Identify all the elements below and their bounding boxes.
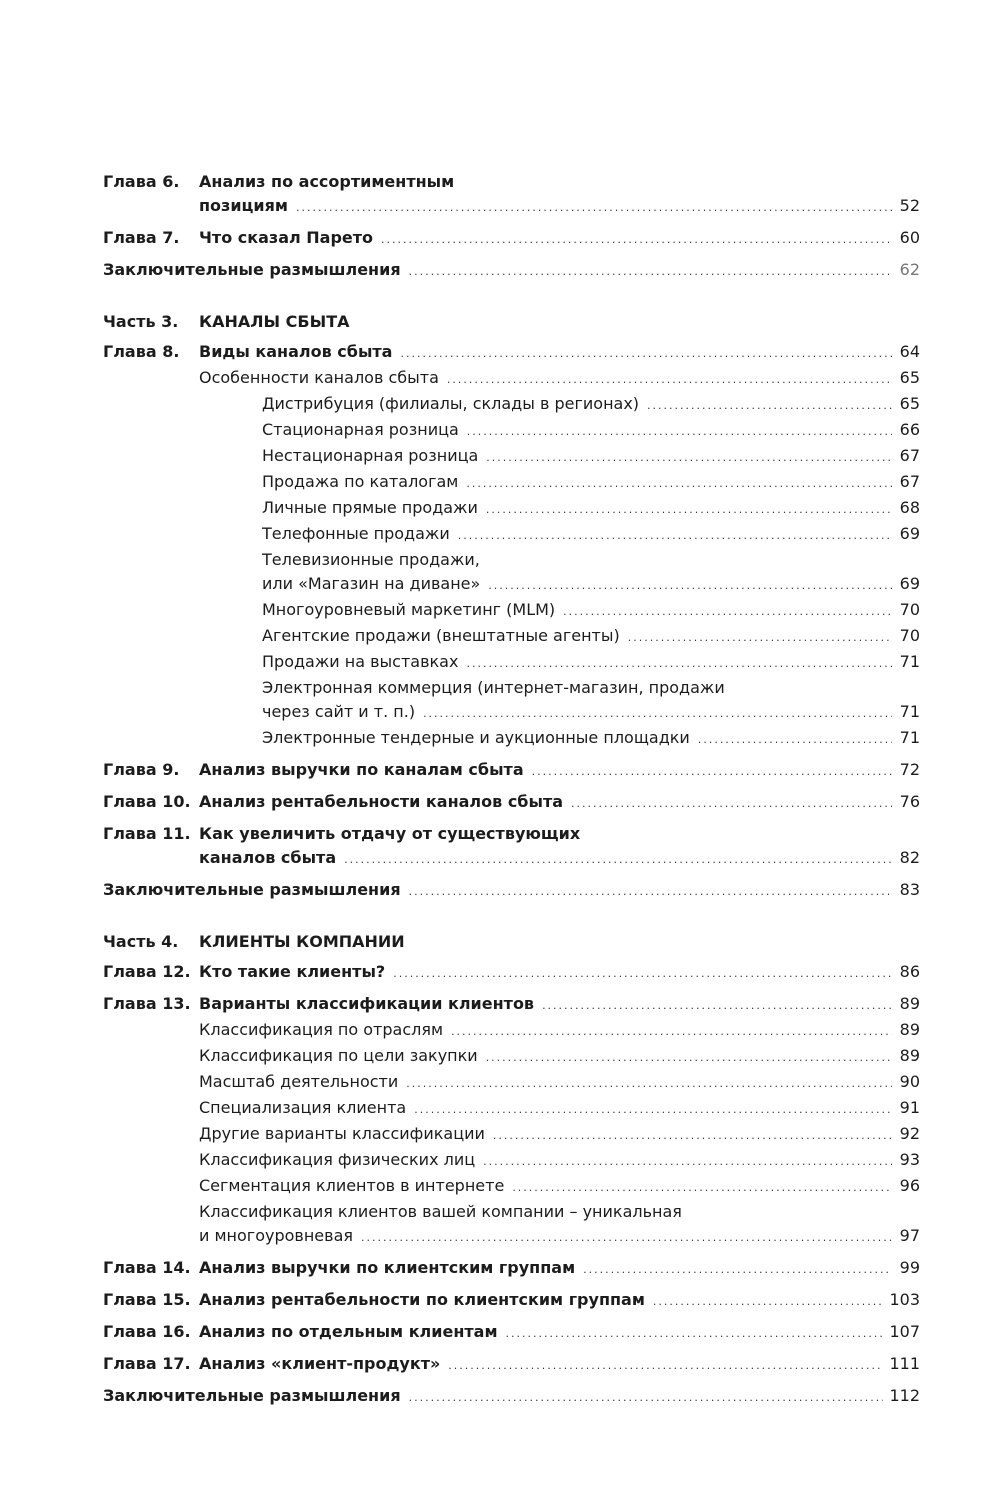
table-of-contents xyxy=(103,170,920,1410)
page-number: 67 xyxy=(899,472,920,491)
chapter-label: Глава 6. xyxy=(103,172,180,191)
dot-leader xyxy=(653,1290,884,1314)
toc-subsection[interactable] xyxy=(103,522,920,548)
toc-section[interactable] xyxy=(103,1096,920,1122)
dot-leader xyxy=(414,1098,892,1122)
part-title: КАНАЛЫ СБЫТА xyxy=(199,312,350,331)
chapter-title: Что сказал Парето xyxy=(199,228,374,247)
dot-leader xyxy=(344,848,892,872)
toc-entry-conclusion-part-4[interactable] xyxy=(103,1384,920,1410)
page-number: 97 xyxy=(899,1226,920,1245)
toc-subsection[interactable] xyxy=(103,392,920,418)
dot-leader xyxy=(409,880,892,904)
toc-subsection[interactable] xyxy=(103,624,920,650)
toc-subsection[interactable] xyxy=(103,496,920,522)
section-title: Личные прямые продажи xyxy=(262,498,478,517)
chapter-title: Анализ выручки по каналам сбыта xyxy=(199,760,524,779)
page-number: 76 xyxy=(899,792,920,811)
section-title: Классификация по отраслям xyxy=(199,1020,444,1039)
page-number: 92 xyxy=(899,1124,920,1143)
toc-subsection[interactable] xyxy=(103,598,920,624)
section-title: Телевизионные продажи, xyxy=(262,550,480,569)
dot-leader xyxy=(448,1354,883,1378)
dot-leader xyxy=(532,760,892,784)
page-number: 72 xyxy=(899,760,920,779)
dot-leader xyxy=(409,260,892,284)
dot-leader xyxy=(406,1072,892,1096)
page-number: 93 xyxy=(899,1150,920,1169)
page-number: 70 xyxy=(899,626,920,645)
chapter-label: Глава 16. xyxy=(103,1322,191,1341)
dot-leader xyxy=(447,368,892,392)
toc-subsection[interactable] xyxy=(103,470,920,496)
toc-section[interactable] xyxy=(103,1070,920,1096)
toc-section[interactable] xyxy=(103,1018,920,1044)
chapter-title: Анализ выручки по клиентским группам xyxy=(199,1258,576,1277)
page-number: 96 xyxy=(899,1176,920,1195)
section-title: Дистрибуция (филиалы, склады в регионах) xyxy=(262,394,640,413)
toc-entry-chapter-11[interactable] xyxy=(103,822,920,872)
dot-leader xyxy=(493,1124,892,1148)
chapter-title: Кто такие клиенты? xyxy=(199,962,386,981)
chapter-label: Глава 9. xyxy=(103,760,180,779)
toc-entry-chapter-8[interactable] xyxy=(103,340,920,366)
dot-leader xyxy=(486,1046,892,1070)
toc-section[interactable] xyxy=(103,366,920,392)
toc-section[interactable] xyxy=(103,1122,920,1148)
section-title: Агентские продажи (внештатные агенты) xyxy=(262,626,620,645)
dot-leader xyxy=(571,792,892,816)
page-number: 71 xyxy=(899,702,920,721)
section-title: Особенности каналов сбыта xyxy=(199,368,439,387)
section-title: Электронные тендерные и аукционные площадки xyxy=(262,728,690,747)
toc-subsection[interactable] xyxy=(103,548,920,598)
toc-subsection[interactable] xyxy=(103,418,920,444)
chapter-label: Глава 11. xyxy=(103,824,191,843)
chapter-title: Варианты классификации клиентов xyxy=(199,994,535,1013)
toc-entry-conclusion-part-3[interactable] xyxy=(103,878,920,904)
section-title: Стационарная розница xyxy=(262,420,459,439)
dot-leader xyxy=(381,228,892,252)
chapter-label: Глава 15. xyxy=(103,1290,191,1309)
dot-leader xyxy=(628,626,892,650)
dot-leader xyxy=(467,420,892,444)
section-title-cont: или «Магазин на диване» xyxy=(262,574,481,593)
dot-leader xyxy=(409,1386,884,1410)
dot-leader xyxy=(506,1322,884,1346)
dot-leader xyxy=(400,342,892,366)
section-title: Сегментация клиентов в интернете xyxy=(199,1176,505,1195)
page-number: 89 xyxy=(899,994,920,1013)
page-number: 71 xyxy=(899,728,920,747)
page-number: 60 xyxy=(899,228,920,247)
toc-entry-chapter-14[interactable] xyxy=(103,1256,920,1282)
page-number: 86 xyxy=(899,962,920,981)
section-title: Продажа по каталогам xyxy=(262,472,459,491)
dot-leader xyxy=(698,728,892,752)
page-number: 62 xyxy=(899,260,920,279)
toc-entry-chapter-12[interactable] xyxy=(103,960,920,986)
dot-leader xyxy=(583,1258,892,1282)
page-number: 112 xyxy=(889,1386,920,1405)
section-title: Масштаб деятельности xyxy=(199,1072,399,1091)
chapter-label: Глава 17. xyxy=(103,1354,191,1373)
part-label: Часть 4. xyxy=(103,932,179,951)
chapter-title: Анализ по отдельным клиентам xyxy=(199,1322,498,1341)
page-number: 69 xyxy=(899,574,920,593)
toc-subsection[interactable] xyxy=(103,444,920,470)
conclusion-title: Заключительные размышления xyxy=(103,1386,401,1405)
section-title: Классификация по цели закупки xyxy=(199,1046,478,1065)
conclusion-title: Заключительные размышления xyxy=(103,260,401,279)
page-number: 65 xyxy=(899,394,920,413)
toc-section[interactable] xyxy=(103,1200,920,1250)
page-number: 107 xyxy=(889,1322,920,1341)
toc-section[interactable] xyxy=(103,1044,920,1070)
page-number: 64 xyxy=(899,342,920,361)
toc-section[interactable] xyxy=(103,1174,920,1200)
dot-leader xyxy=(512,1176,892,1200)
section-title: Классификация физических лиц xyxy=(199,1150,476,1169)
chapter-title: Анализ рентабельности каналов сбыта xyxy=(199,792,564,811)
chapter-title: Анализ «клиент-продукт» xyxy=(199,1354,441,1373)
page-number: 103 xyxy=(889,1290,920,1309)
dot-leader xyxy=(486,446,892,470)
chapter-title-cont: позициям xyxy=(199,196,288,215)
part-title: КЛИЕНТЫ КОМПАНИИ xyxy=(199,932,405,951)
page-number: 91 xyxy=(899,1098,920,1117)
chapter-label: Глава 8. xyxy=(103,342,180,361)
section-title: Телефонные продажи xyxy=(262,524,450,543)
dot-leader xyxy=(647,394,892,418)
page-number: 66 xyxy=(899,420,920,439)
toc-part-3[interactable] xyxy=(103,310,920,334)
dot-leader xyxy=(451,1020,892,1044)
chapter-title: Анализ рентабельности по клиентским группам xyxy=(199,1290,645,1309)
chapter-label: Глава 13. xyxy=(103,994,191,1013)
page-number: 67 xyxy=(899,446,920,465)
dot-leader xyxy=(563,600,892,624)
section-title: Электронная коммерция (интернет-магазин, продажи xyxy=(262,678,725,697)
chapter-title: Как увеличить отдачу от существующих xyxy=(199,824,581,843)
page-number: 111 xyxy=(889,1354,920,1373)
page-number: 52 xyxy=(899,196,920,215)
dot-leader xyxy=(393,962,892,986)
page-number: 83 xyxy=(899,880,920,899)
toc-entry-chapter-16[interactable] xyxy=(103,1320,920,1346)
page-number: 89 xyxy=(899,1046,920,1065)
toc-subsection[interactable] xyxy=(103,726,920,752)
section-title: Продажи на выставках xyxy=(262,652,459,671)
dot-leader xyxy=(483,1150,892,1174)
toc-entry-chapter-15[interactable] xyxy=(103,1288,920,1314)
page-number: 65 xyxy=(899,368,920,387)
part-label: Часть 3. xyxy=(103,312,179,331)
toc-entry-chapter-13[interactable] xyxy=(103,992,920,1018)
toc-entry-chapter-7[interactable] xyxy=(103,226,920,252)
toc-entry-chapter-10[interactable] xyxy=(103,790,920,816)
dot-leader xyxy=(488,574,892,598)
chapter-title: Анализ по ассортиментным xyxy=(199,172,455,191)
chapter-label: Глава 7. xyxy=(103,228,180,247)
section-title: Нестационарная розница xyxy=(262,446,479,465)
chapter-label: Глава 10. xyxy=(103,792,191,811)
dot-leader xyxy=(458,524,892,548)
toc-subsection[interactable] xyxy=(103,650,920,676)
section-title-cont: и многоуровневая xyxy=(199,1226,354,1245)
dot-leader xyxy=(296,196,892,220)
dot-leader xyxy=(466,652,892,676)
dot-leader xyxy=(466,472,892,496)
section-title: Многоуровневый маркетинг (MLM) xyxy=(262,600,556,619)
chapter-title: Виды каналов сбыта xyxy=(199,342,393,361)
section-title: Классификация клиентов вашей компании – уникальная xyxy=(199,1202,682,1221)
section-title: Специализация клиента xyxy=(199,1098,407,1117)
dot-leader xyxy=(423,702,892,726)
toc-entry-chapter-6[interactable] xyxy=(103,170,920,220)
toc-entry-chapter-9[interactable] xyxy=(103,758,920,784)
page-number: 90 xyxy=(899,1072,920,1091)
toc-subsection[interactable] xyxy=(103,676,920,726)
toc-part-4[interactable] xyxy=(103,930,920,954)
page-number: 69 xyxy=(899,524,920,543)
toc-entry-conclusion-part-2[interactable] xyxy=(103,258,920,284)
dot-leader xyxy=(486,498,892,522)
page-number: 71 xyxy=(899,652,920,671)
page-number: 89 xyxy=(899,1020,920,1039)
toc-section[interactable] xyxy=(103,1148,920,1174)
toc-entry-chapter-17[interactable] xyxy=(103,1352,920,1378)
page-number: 99 xyxy=(899,1258,920,1277)
chapter-label: Глава 14. xyxy=(103,1258,191,1277)
dot-leader xyxy=(542,994,892,1018)
page-number: 82 xyxy=(899,848,920,867)
section-title-cont: через сайт и т. п.) xyxy=(262,702,416,721)
chapter-label: Глава 12. xyxy=(103,962,191,981)
chapter-title-cont: каналов сбыта xyxy=(199,848,337,867)
dot-leader xyxy=(361,1226,892,1250)
conclusion-title: Заключительные размышления xyxy=(103,880,401,899)
page-number: 68 xyxy=(899,498,920,517)
page-number: 70 xyxy=(899,600,920,619)
section-title: Другие варианты классификации xyxy=(199,1124,485,1143)
